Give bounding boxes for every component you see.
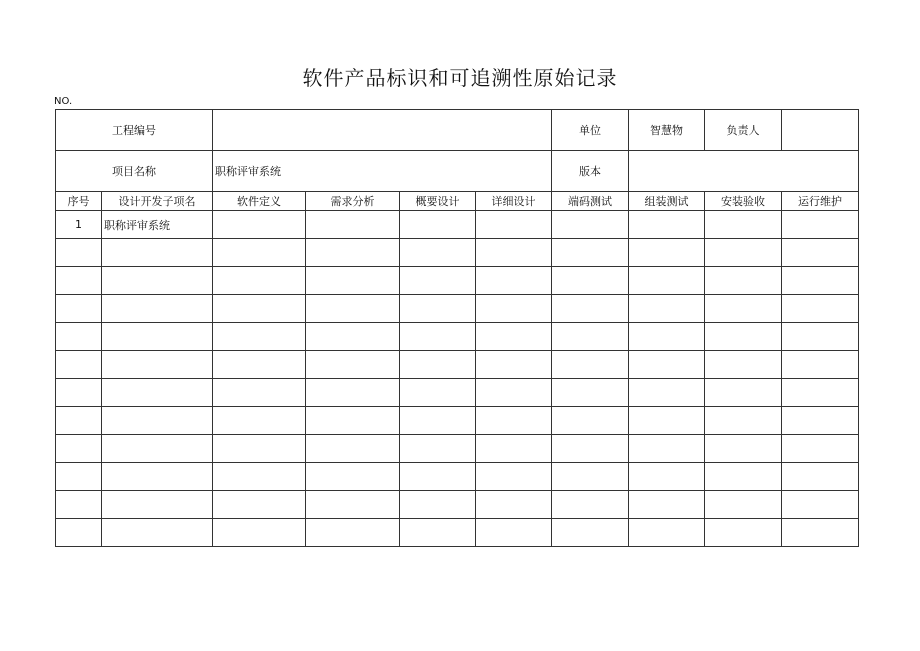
table-cell[interactable] [552,463,629,491]
table-cell[interactable] [213,239,306,267]
table-cell[interactable] [213,519,306,547]
table-cell[interactable] [782,351,859,379]
table-cell[interactable] [705,519,782,547]
unit-field[interactable]: 智慧物 [629,110,705,151]
table-cell[interactable] [213,463,306,491]
table-cell[interactable] [705,379,782,407]
table-row [56,463,859,491]
table-cell[interactable] [56,463,102,491]
table-cell[interactable] [782,323,859,351]
table-cell[interactable] [213,407,306,435]
project-name-field[interactable]: 职称评审系统 [213,151,552,192]
column-header: 概要设计 [400,192,476,211]
table-cell[interactable] [400,463,476,491]
table-cell[interactable] [306,295,400,323]
table-cell[interactable] [102,351,213,379]
table-row [56,211,859,239]
table-cell[interactable] [306,379,400,407]
table-cell[interactable] [782,435,859,463]
column-header: 软件定义 [213,192,306,211]
table-cell[interactable] [56,267,102,295]
table-cell[interactable] [400,351,476,379]
table-cell[interactable] [476,491,552,519]
table-cell[interactable] [56,491,102,519]
table-cell[interactable] [56,379,102,407]
table-cell[interactable] [102,435,213,463]
column-header: 端码测试 [552,192,629,211]
table-cell[interactable] [400,435,476,463]
table-cell[interactable] [213,295,306,323]
column-header: 需求分析 [306,192,400,211]
column-header: 组装测试 [629,192,705,211]
table-cell[interactable] [476,239,552,267]
table-cell[interactable] [476,267,552,295]
table-cell[interactable] [476,295,552,323]
table-cell[interactable] [306,351,400,379]
table-cell[interactable] [552,491,629,519]
table-cell[interactable] [476,435,552,463]
table-cell[interactable] [56,519,102,547]
table-cell[interactable] [56,435,102,463]
table-cell[interactable] [102,379,213,407]
table-cell[interactable] [400,295,476,323]
column-header-row [56,192,859,211]
table-cell[interactable] [476,379,552,407]
table-cell[interactable] [629,239,705,267]
table-cell[interactable] [552,379,629,407]
table-cell[interactable] [306,519,400,547]
table-cell[interactable] [705,463,782,491]
version-label: 版本 [552,151,629,192]
table-cell[interactable] [782,379,859,407]
table-cell[interactable] [213,211,306,239]
table-cell[interactable] [552,519,629,547]
table-cell[interactable] [629,519,705,547]
table-cell[interactable] [306,211,400,239]
table-cell[interactable] [552,295,629,323]
record-number-label: NO. [54,96,73,107]
table-cell[interactable] [552,267,629,295]
table-cell[interactable] [400,491,476,519]
column-header: 设计开发子项名 [102,192,213,211]
table-cell[interactable] [213,379,306,407]
table-cell[interactable] [629,211,705,239]
table-cell[interactable] [629,351,705,379]
table-cell[interactable] [400,239,476,267]
column-header: 安装验收 [705,192,782,211]
table-row [56,435,859,463]
table-cell[interactable] [306,407,400,435]
table-cell[interactable] [102,239,213,267]
table-cell[interactable] [782,407,859,435]
table-cell[interactable] [102,295,213,323]
version-field[interactable] [629,151,859,192]
table-cell[interactable] [782,491,859,519]
table-cell[interactable] [400,323,476,351]
table-cell[interactable] [782,295,859,323]
table-cell[interactable] [400,211,476,239]
table-cell[interactable] [476,519,552,547]
table-cell[interactable] [552,239,629,267]
table-cell[interactable] [782,239,859,267]
table-cell[interactable] [400,519,476,547]
table-cell[interactable] [102,323,213,351]
table-cell[interactable] [705,267,782,295]
table-cell[interactable] [705,323,782,351]
table-cell[interactable] [306,323,400,351]
table-cell[interactable] [552,351,629,379]
table-row [56,323,859,351]
table-cell[interactable] [213,435,306,463]
table-cell[interactable] [400,407,476,435]
table-cell[interactable] [629,435,705,463]
table-cell[interactable] [56,351,102,379]
table-cell[interactable] [782,267,859,295]
table-cell[interactable] [552,211,629,239]
table-cell[interactable] [306,435,400,463]
table-row [56,519,859,547]
owner-field[interactable] [782,110,859,151]
table-row [56,407,859,435]
table-cell[interactable] [102,267,213,295]
table-cell[interactable] [102,463,213,491]
table-cell[interactable] [476,211,552,239]
table-cell[interactable] [306,491,400,519]
table-cell[interactable] [306,267,400,295]
table-cell[interactable] [629,407,705,435]
table-cell[interactable] [705,407,782,435]
project-code-field[interactable] [213,110,552,151]
table-cell[interactable] [705,351,782,379]
table-cell[interactable] [629,463,705,491]
table-cell[interactable]: 职称评审系统 [102,211,213,239]
table-cell[interactable] [782,211,859,239]
table-row [56,491,859,519]
table-cell[interactable] [705,211,782,239]
table-cell[interactable] [629,379,705,407]
table-cell[interactable] [705,239,782,267]
table-cell[interactable] [306,239,400,267]
table-cell[interactable] [213,323,306,351]
column-header: 运行维护 [782,192,859,211]
table-cell[interactable] [552,435,629,463]
table-cell[interactable]: 1 [56,211,102,239]
record-table [55,109,859,547]
owner-label: 负责人 [705,110,782,151]
table-cell[interactable] [56,323,102,351]
table-cell[interactable] [400,379,476,407]
table-cell[interactable] [102,491,213,519]
table-row [56,379,859,407]
table-row [56,267,859,295]
document-title: 软件产品标识和可追溯性原始记录 [302,66,618,90]
column-header: 详细设计 [476,192,552,211]
table-cell[interactable] [306,463,400,491]
table-cell[interactable] [705,435,782,463]
table-cell[interactable] [56,407,102,435]
table-cell[interactable] [476,323,552,351]
table-row [56,295,859,323]
table-row [56,351,859,379]
table-cell[interactable] [102,519,213,547]
table-cell[interactable] [629,295,705,323]
table-cell[interactable] [213,351,306,379]
table-cell[interactable] [705,491,782,519]
table-cell[interactable] [213,491,306,519]
table-cell[interactable] [629,323,705,351]
table-cell[interactable] [629,491,705,519]
info-row-project-name [56,151,859,192]
table-cell[interactable] [552,323,629,351]
table-cell[interactable] [476,407,552,435]
project-code-label: 工程编号 [56,110,213,151]
column-header: 序号 [56,192,102,211]
project-name-label: 项目名称 [56,151,213,192]
table-cell[interactable] [629,267,705,295]
info-row-project-code [56,110,859,151]
table-cell[interactable] [552,407,629,435]
unit-label: 单位 [552,110,629,151]
table-cell[interactable] [56,239,102,267]
table-cell[interactable] [782,463,859,491]
table-cell[interactable] [705,295,782,323]
table-cell[interactable] [102,407,213,435]
table-cell[interactable] [476,351,552,379]
table-row [56,239,859,267]
table-cell[interactable] [400,267,476,295]
table-cell[interactable] [213,267,306,295]
table-cell[interactable] [476,463,552,491]
table-cell[interactable] [56,295,102,323]
table-cell[interactable] [782,519,859,547]
